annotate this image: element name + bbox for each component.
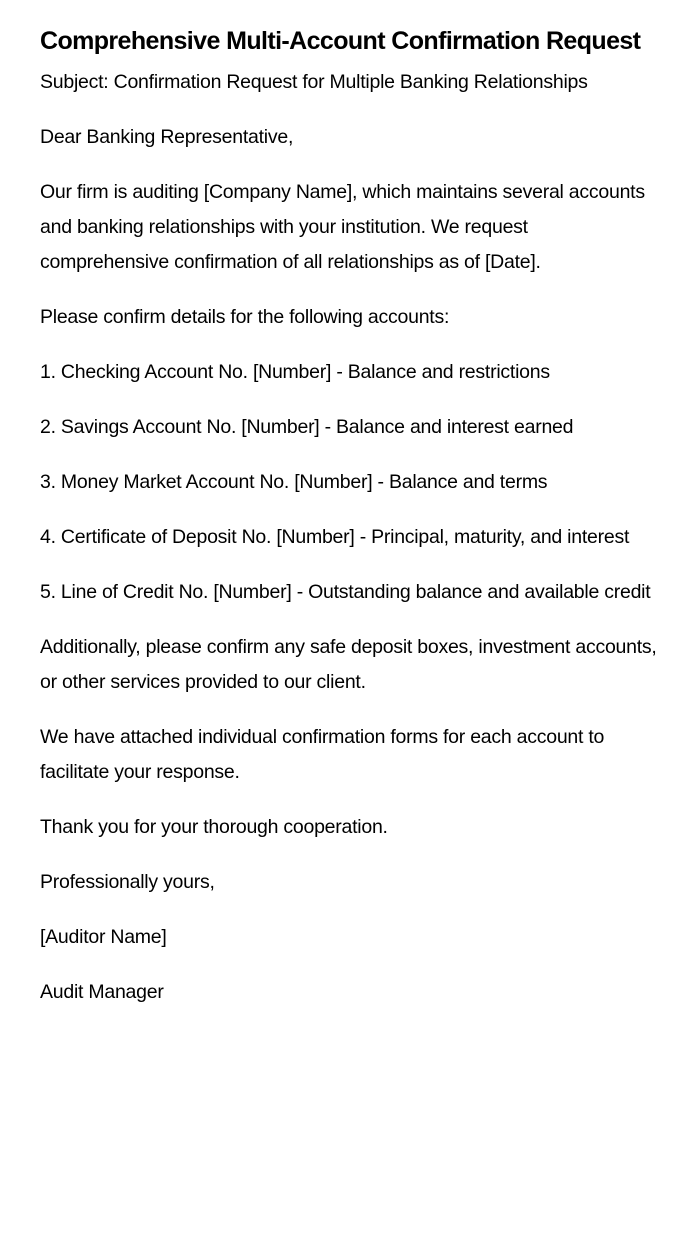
account-item-money-market: 3. Money Market Account No. [Number] - Balance and terms	[40, 471, 548, 493]
intro-paragraph: Our firm is auditing [Company Name], which maintains several accounts and banking relationships with your institution. We request comprehensive confirmation of all relationships as of [Date].	[40, 181, 645, 273]
list-intro: Please confirm details for the following accounts:	[40, 306, 450, 328]
account-item-savings: 2. Savings Account No. [Number] - Balance and interest earned	[40, 416, 574, 438]
salutation: Dear Banking Representative,	[40, 126, 294, 148]
document-title: Comprehensive Multi-Account Confirmation Request	[40, 27, 641, 55]
thanks-paragraph: Thank you for your thorough cooperation.	[40, 816, 388, 838]
attachments-paragraph: We have attached individual confirmation forms for each account to facilitate your response.	[40, 726, 605, 783]
signer-title: Audit Manager	[40, 981, 164, 1003]
closing: Professionally yours,	[40, 871, 215, 893]
subject-line: Subject: Confirmation Request for Multiple Banking Relationships	[40, 71, 588, 93]
account-item-checking: 1. Checking Account No. [Number] - Balance and restrictions	[40, 361, 550, 383]
account-item-certificate-of-deposit: 4. Certificate of Deposit No. [Number] - Principal, maturity, and interest	[40, 526, 630, 548]
signer-name: [Auditor Name]	[40, 926, 167, 948]
account-item-line-of-credit: 5. Line of Credit No. [Number] - Outstanding balance and available credit	[40, 581, 651, 603]
additional-services-paragraph: Additionally, please confirm any safe deposit boxes, investment accounts, or other services provided to our client.	[40, 636, 657, 693]
